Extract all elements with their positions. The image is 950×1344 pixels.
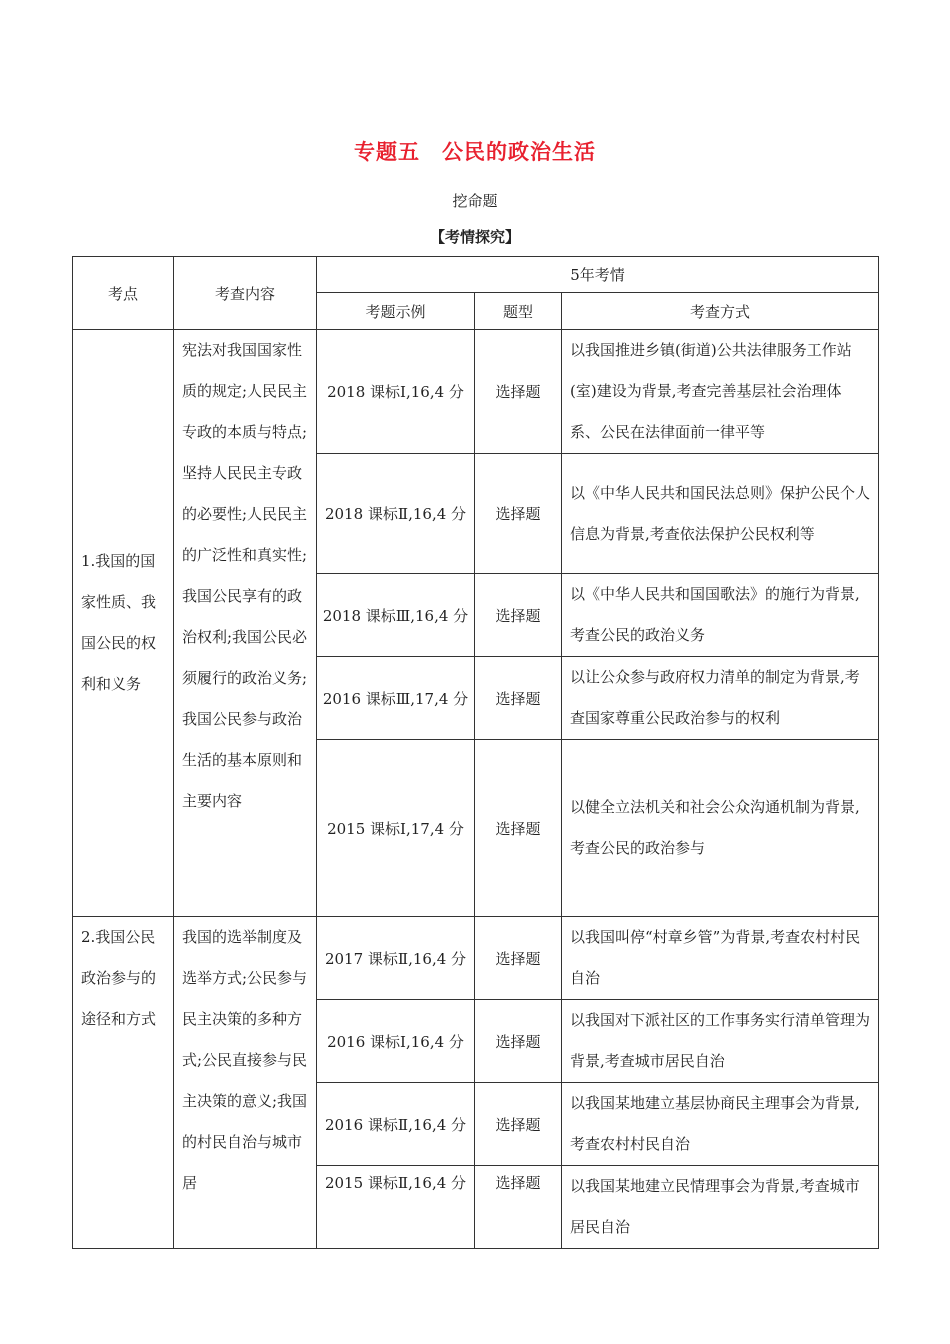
question-type-cell: 选择题	[475, 1000, 562, 1083]
exam-way-cell: 以让公众参与政府权力清单的制定为背景,考查国家尊重公民政治参与的权利	[562, 657, 879, 740]
example-cell: 2018 课标Ⅲ,16,4 分	[317, 574, 475, 657]
exam-way-cell: 以《中华人民共和国民法总则》保护公民个人信息为背景,考查依法保护公民权利等	[562, 454, 879, 574]
table-header-row	[73, 257, 879, 293]
header-five-years: 5年考情	[317, 257, 879, 293]
question-type-cell: 选择题	[475, 454, 562, 574]
question-type-cell: 选择题	[475, 917, 562, 1000]
section-heading: 【考情探究】	[429, 228, 520, 246]
exam-analysis-table	[72, 256, 879, 1249]
example-cell: 2016 课标Ⅱ,16,4 分	[317, 1083, 475, 1166]
header-content: 考查内容	[174, 257, 317, 330]
exam-way-cell: 以我国推进乡镇(街道)公共法律服务工作站(室)建设为背景,考查完善基层社会治理体系、公民在法律面前一律平等	[562, 330, 879, 454]
table-row	[73, 330, 879, 454]
header-point: 考点	[73, 257, 174, 330]
exam-point-cell: 2.我国公民政治参与的途径和方式	[73, 917, 174, 1249]
example-cell: 2017 课标Ⅱ,16,4 分	[317, 917, 475, 1000]
example-cell: 2018 课标Ⅱ,16,4 分	[317, 454, 475, 574]
example-cell: 2015 课标Ⅱ,16,4 分	[317, 1166, 475, 1249]
page-title: 专题五 公民的政治生活	[354, 140, 596, 164]
exam-way-cell: 以我国对下派社区的工作事务实行清单管理为背景,考查城市居民自治	[562, 1000, 879, 1083]
question-type-cell: 选择题	[475, 1166, 562, 1249]
header-way: 考查方式	[562, 293, 879, 330]
exam-content-cell: 宪法对我国国家性质的规定;人民民主专政的本质与特点;坚持人民民主专政的必要性;人民民主的广泛性和真实性;我国公民享有的政治权利;我国公民必须履行的政治义务;我国公民参与政治生活的基本原则和主要内容	[174, 330, 317, 917]
header-type: 题型	[475, 293, 562, 330]
question-type-cell: 选择题	[475, 574, 562, 657]
header-example: 考题示例	[317, 293, 475, 330]
question-type-cell: 选择题	[475, 740, 562, 917]
exam-way-cell: 以我国某地建立基层协商民主理事会为背景,考查农村村民自治	[562, 1083, 879, 1166]
table-row	[73, 917, 879, 1000]
example-cell: 2018 课标Ⅰ,16,4 分	[317, 330, 475, 454]
exam-way-cell: 以《中华人民共和国国歌法》的施行为背景,考查公民的政治义务	[562, 574, 879, 657]
question-type-cell: 选择题	[475, 330, 562, 454]
example-cell: 2016 课标Ⅰ,16,4 分	[317, 1000, 475, 1083]
exam-point-cell: 1.我国的国家性质、我国公民的权利和义务	[73, 330, 174, 917]
question-type-cell: 选择题	[475, 657, 562, 740]
exam-way-cell: 以我国某地建立民情理事会为背景,考查城市居民自治	[562, 1166, 879, 1249]
subtitle: 挖命题	[452, 192, 498, 210]
exam-way-cell: 以我国叫停“村章乡管”为背景,考查农村村民自治	[562, 917, 879, 1000]
question-type-cell: 选择题	[475, 1083, 562, 1166]
exam-way-cell: 以健全立法机关和社会公众沟通机制为背景,考查公民的政治参与	[562, 740, 879, 917]
exam-content-cell: 我国的选举制度及选举方式;公民参与民主决策的多种方式;公民直接参与民主决策的意义;我国的村民自治与城市居	[174, 917, 317, 1249]
example-cell: 2015 课标Ⅰ,17,4 分	[317, 740, 475, 917]
example-cell: 2016 课标Ⅲ,17,4 分	[317, 657, 475, 740]
